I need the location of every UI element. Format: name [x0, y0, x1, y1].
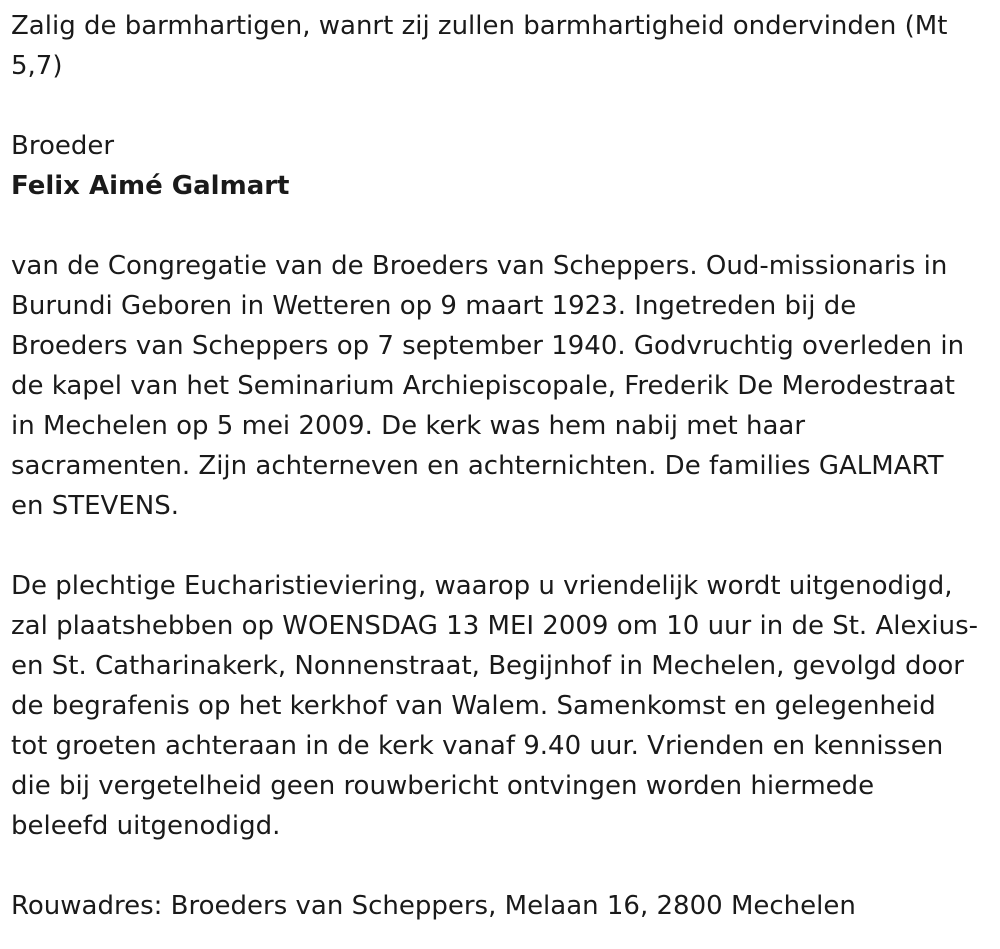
funeral-notice-line: De plechtige Eucharistieviering, waarop u vriendelijk wordt uitgenodigd,	[11, 571, 953, 601]
funeral-notice-line: tot groeten achteraan in de kerk vanaf 9.40 uur. Vrienden en kennissen	[11, 731, 944, 761]
deceased-title: Broeder	[11, 131, 115, 161]
deceased-name: Felix Aimé Galmart	[11, 171, 290, 201]
biography-line: van de Congregatie van de Broeders van Scheppers. Oud-missionaris in	[11, 251, 948, 281]
funeral-notice-line: de begrafenis op het kerkhof van Walem. Samenkomst en gelegenheid	[11, 691, 936, 721]
paragraph-spacer	[11, 206, 989, 246]
biography-line: de kapel van het Seminarium Archiepiscopale, Frederik De Merodestraat	[11, 371, 955, 401]
quote-line: 5,7)	[11, 51, 63, 81]
biography-line: sacramenten. Zijn achterneven en achternichten. De families GALMART	[11, 451, 944, 481]
obituary-document	[11, 6, 989, 926]
funeral-notice-line: beleefd uitgenodigd.	[11, 811, 281, 841]
biography-paragraph	[11, 246, 989, 526]
biography-line: en STEVENS.	[11, 491, 179, 521]
biography-line: Broeders van Scheppers op 7 september 1940. Godvruchtig overleden in	[11, 331, 965, 361]
funeral-notice-line: en St. Catharinakerk, Nonnenstraat, Begijnhof in Mechelen, gevolgd door	[11, 651, 964, 681]
paragraph-spacer	[11, 86, 989, 126]
paragraph-spacer	[11, 846, 989, 886]
paragraph-spacer	[11, 526, 989, 566]
opening-quote	[11, 6, 989, 86]
quote-line: Zalig de barmhartigen, wanrt zij zullen barmhartigheid ondervinden (Mt	[11, 11, 948, 41]
mourning-address: Rouwadres: Broeders van Scheppers, Melaan 16, 2800 Mechelen	[11, 891, 856, 921]
funeral-notice-paragraph	[11, 566, 989, 846]
funeral-notice-line: zal plaatshebben op WOENSDAG 13 MEI 2009 om 10 uur in de St. Alexius-	[11, 611, 979, 641]
funeral-notice-line: die bij vergetelheid geen rouwbericht ontvingen worden hiermede	[11, 771, 875, 801]
biography-line: in Mechelen op 5 mei 2009. De kerk was hem nabij met haar	[11, 411, 806, 441]
biography-line: Burundi Geboren in Wetteren op 9 maart 1923. Ingetreden bij de	[11, 291, 857, 321]
